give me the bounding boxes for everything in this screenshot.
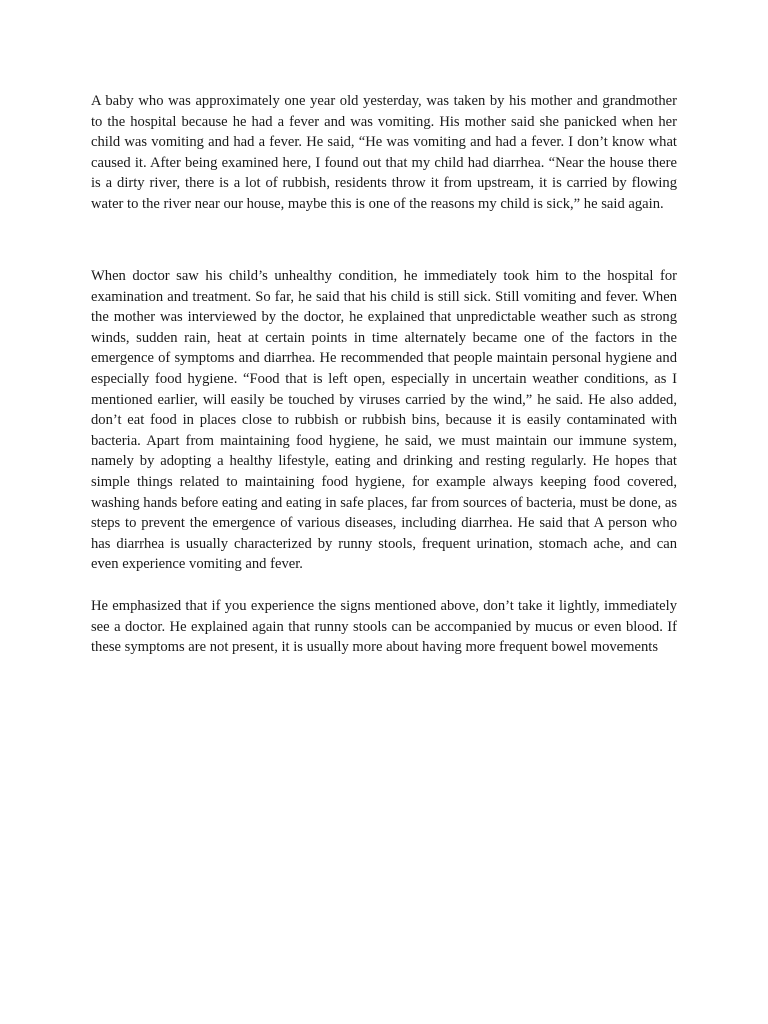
paragraph-baby-hospital: A baby who was approximately one year old yesterday, was taken by his mother and grandmother to the hospital because he had a fever and was vomiting. His mother said she panicked when her child was vomiting and had a fever. He said, “He was vomiting and had a fever. I don’t know what caused it. After being examined here, I found out that my child had diarrhea. “Near the house there is a dirty river, there is a lot of rubbish, residents throw it from upstream, it is carried by flowing water to the river near our house, maybe this is one of the reasons my child is sick,” he said again.	[91, 93, 677, 212]
paragraph-doctor-explanation: When doctor saw his child’s unhealthy condition, he immediately took him to the hospital for examination and treatment. So far, he said that his child is still sick. Still vomiting and fever. When the mother was interviewed by the doctor, he explained that unpredictable weather such as strong winds, sudden rain, heat at certain points in time alternately became one of the factors in the emergence of symptoms and diarrhea. He recommended that people maintain personal hygiene and especially food hygiene. “Food that is left open, especially in uncertain weather conditions, as I mentioned earlier, will easily be touched by viruses carried by the wind,” he said. He also added, don’t eat food in places close to rubbish or rubbish bins, because it is easily contaminated with bacteria. Apart from maintaining food hygiene, he said, we must maintain our immune system, namely by adopting a healthy lifestyle, eating and drinking and resting regularly. He hopes that simple things related to maintaining food hygiene, for example always keeping food covered, washing hands before eating and eating in safe places, far from sources of bacteria, must be done, as steps to prevent the emergence of various diseases, including diarrhea. He said that A person who has diarrhea is usually characterized by runny stools, frequent urination, stomach ache, and can even experience vomiting and fever.	[91, 268, 677, 573]
paragraph-see-doctor-advice: He emphasized that if you experience the signs mentioned above, don’t take it lightly, immediately see a doctor. He explained again that runny stools can be accompanied by mucus or even blood. If these symptoms are not present, it is usually more about having more frequent bowel movements	[91, 598, 677, 656]
